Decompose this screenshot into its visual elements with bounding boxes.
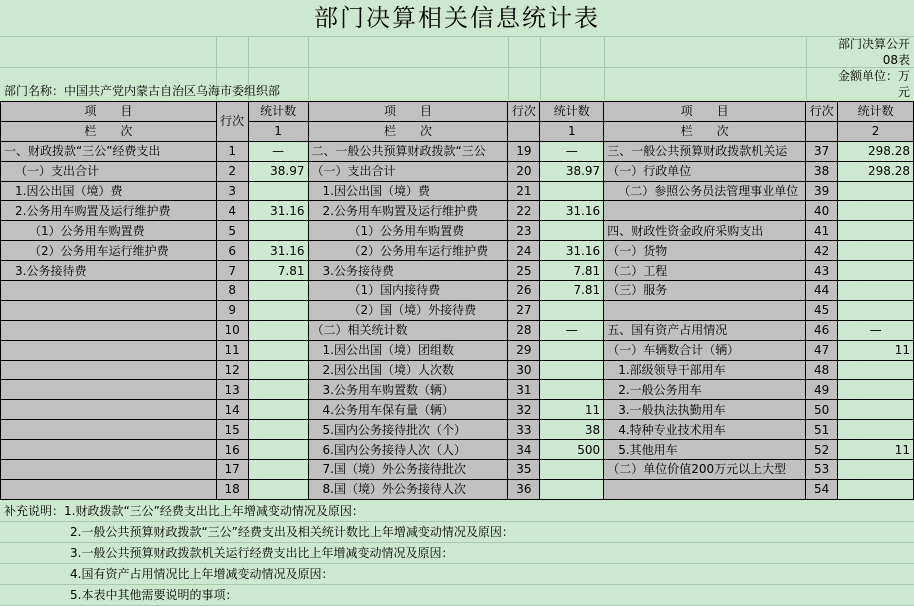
cell-item-b[interactable]: 7.国（境）外公务接待批次 <box>308 460 508 480</box>
col-num-b[interactable]: 1 <box>540 121 604 141</box>
cell-item-c[interactable]: （二）参照公务员法管理事业单位 <box>604 181 806 201</box>
cell-item-c[interactable]: 2.一般公务用车 <box>604 380 806 400</box>
table-row <box>1 201 914 221</box>
note-3[interactable]: 3.一般公共预算财政拨款机关运行经费支出比上年增减变动情况及原因： <box>0 543 914 564</box>
cell-item-b[interactable]: （1）国内接待费 <box>308 281 508 301</box>
cell-value-c[interactable]: 298.28 <box>838 161 914 181</box>
cell-seq-c[interactable]: 44 <box>806 281 838 301</box>
cell-item-a[interactable]: （1）公务用车购置费 <box>1 221 217 241</box>
cell-seq-a[interactable]: 16 <box>216 440 248 460</box>
cell-seq-a[interactable]: 4 <box>216 201 248 221</box>
cell-seq-a[interactable]: 13 <box>216 380 248 400</box>
cell-item-a[interactable] <box>1 440 217 460</box>
cell-value-c[interactable] <box>838 221 914 241</box>
header-stat-a[interactable]: 统计数 <box>248 102 308 122</box>
table-row <box>1 420 914 440</box>
note-1[interactable]: 补充说明：1.财政拨款“三公”经费支出比上年增减变动情况及原因： <box>0 501 914 522</box>
cell-value-c[interactable]: — <box>838 320 914 340</box>
cell-seq-a[interactable]: 12 <box>216 360 248 380</box>
cell-seq-a[interactable]: 17 <box>216 460 248 480</box>
cell-value-c[interactable]: 298.28 <box>838 141 914 161</box>
cell-value-b[interactable]: 500 <box>540 440 604 460</box>
cell-seq-a[interactable]: 5 <box>216 221 248 241</box>
cell-seq-b[interactable]: 21 <box>508 181 540 201</box>
cell-item-b[interactable]: 1.因公出国（境）团组数 <box>308 340 508 360</box>
cell-seq-c[interactable]: 46 <box>806 320 838 340</box>
header-item-c[interactable]: 项 目 <box>604 102 806 122</box>
cell-item-b[interactable]: 6.国内公务接待人次（人） <box>308 440 508 460</box>
cell-value-a[interactable] <box>248 380 308 400</box>
col-label-b[interactable]: 栏 次 <box>308 121 508 141</box>
cell-seq-c[interactable]: 45 <box>806 300 838 320</box>
cell-item-c[interactable]: （一）车辆数合计（辆） <box>604 340 806 360</box>
cell-value-c[interactable] <box>838 400 914 420</box>
col-seq-b[interactable] <box>508 121 540 141</box>
cell-value-a[interactable] <box>248 460 308 480</box>
cell-item-a[interactable]: 2.公务用车购置及运行维护费 <box>1 201 217 221</box>
col-num-c[interactable]: 2 <box>838 121 914 141</box>
cell-value-c[interactable] <box>838 201 914 221</box>
cell-value-a[interactable]: 38.97 <box>248 161 308 181</box>
table-row <box>1 241 914 261</box>
cell-value-b[interactable]: 11 <box>540 400 604 420</box>
table-row <box>1 181 914 201</box>
cell-seq-c[interactable]: 38 <box>806 161 838 181</box>
cell-seq-b[interactable]: 28 <box>508 320 540 340</box>
notes <box>0 501 914 606</box>
cell-item-b[interactable]: （2）国（境）外接待费 <box>308 300 508 320</box>
cell-value-c[interactable]: 11 <box>838 440 914 460</box>
cell-item-c[interactable]: 3.一般执法执勤用车 <box>604 400 806 420</box>
cell-value-a[interactable] <box>248 181 308 201</box>
cell-item-c[interactable]: 1.部级领导干部用车 <box>604 360 806 380</box>
cell-item-b[interactable]: （二）相关统计数 <box>308 320 508 340</box>
header-seq-c[interactable]: 行次 <box>806 102 838 122</box>
col-label-a[interactable]: 栏 次 <box>1 121 217 141</box>
cell-value-c[interactable] <box>838 181 914 201</box>
table-row <box>1 380 914 400</box>
cell-seq-b[interactable]: 25 <box>508 261 540 281</box>
cell-seq-a[interactable]: 3 <box>216 181 248 201</box>
cell-seq-c[interactable]: 39 <box>806 181 838 201</box>
cell-value-a[interactable] <box>248 221 308 241</box>
cell-seq-b[interactable]: 32 <box>508 400 540 420</box>
cell-value-b[interactable] <box>540 340 604 360</box>
cell-seq-c[interactable]: 50 <box>806 400 838 420</box>
cell-seq-a[interactable]: 11 <box>216 340 248 360</box>
cell-value-a[interactable] <box>248 479 308 499</box>
cell-item-b[interactable]: 2.因公出国（境）人次数 <box>308 360 508 380</box>
cell-value-c[interactable] <box>838 380 914 400</box>
cell-seq-c[interactable]: 40 <box>806 201 838 221</box>
cell-value-b[interactable]: 7.81 <box>540 261 604 281</box>
cell-item-b[interactable]: 5.国内公务接待批次（个） <box>308 420 508 440</box>
cell-value-c[interactable] <box>838 360 914 380</box>
form-code: 部门决算公开08表 <box>837 37 910 67</box>
cell-seq-b[interactable]: 30 <box>508 360 540 380</box>
cell-seq-b[interactable]: 34 <box>508 440 540 460</box>
cell-seq-b[interactable]: 27 <box>508 300 540 320</box>
cell-seq-a[interactable]: 2 <box>216 161 248 181</box>
cell-value-a[interactable] <box>248 360 308 380</box>
cell-item-c[interactable]: 4.特种专业技术用车 <box>604 420 806 440</box>
cell-seq-b[interactable]: 36 <box>508 479 540 499</box>
cell-value-b[interactable] <box>540 300 604 320</box>
cell-item-c[interactable] <box>604 300 806 320</box>
cell-value-a[interactable] <box>248 320 308 340</box>
cell-value-a[interactable]: 7.81 <box>248 261 308 281</box>
cell-value-b[interactable] <box>540 380 604 400</box>
cell-item-a[interactable] <box>1 320 217 340</box>
cell-seq-b[interactable]: 23 <box>508 221 540 241</box>
cell-seq-a[interactable]: 1 <box>216 141 248 161</box>
cell-item-a[interactable] <box>1 360 217 380</box>
cell-seq-c[interactable]: 51 <box>806 420 838 440</box>
cell-value-c[interactable] <box>838 479 914 499</box>
cell-item-a[interactable]: （一）支出合计 <box>1 161 217 181</box>
cell-item-a[interactable] <box>1 460 217 480</box>
header-item-a[interactable]: 项 目 <box>1 102 217 122</box>
cell-item-a[interactable] <box>1 400 217 420</box>
cell-value-a[interactable] <box>248 281 308 301</box>
cell-seq-b[interactable]: 24 <box>508 241 540 261</box>
table-row <box>1 440 914 460</box>
cell-value-b[interactable] <box>540 360 604 380</box>
cell-value-a[interactable]: 31.16 <box>248 201 308 221</box>
cell-item-c[interactable]: 五、国有资产占用情况 <box>604 320 806 340</box>
cell-value-c[interactable]: 11 <box>838 340 914 360</box>
cell-seq-c[interactable]: 47 <box>806 340 838 360</box>
cell-seq-c[interactable]: 54 <box>806 479 838 499</box>
cell-seq-b[interactable]: 29 <box>508 340 540 360</box>
cell-seq-a[interactable]: 6 <box>216 241 248 261</box>
cell-item-a[interactable] <box>1 420 217 440</box>
col-label-c[interactable]: 栏 次 <box>604 121 806 141</box>
note-2[interactable]: 2.一般公共预算财政拨款“三公”经费支出及相关统计数比上年增减变动情况及原因： <box>0 522 914 543</box>
cell-value-b[interactable] <box>540 181 604 201</box>
cell-value-b[interactable] <box>540 460 604 480</box>
cell-value-a[interactable] <box>248 420 308 440</box>
cell-item-a[interactable]: 一、财政拨款“三公”经费支出 <box>1 141 217 161</box>
table-row <box>1 340 914 360</box>
cell-item-b[interactable]: （2）公务用车运行维护费 <box>308 241 508 261</box>
cell-item-b[interactable]: 8.国（境）外公务接待人次 <box>308 479 508 499</box>
cell-seq-c[interactable]: 48 <box>806 360 838 380</box>
cell-item-c[interactable]: 四、财政性资金政府采购支出 <box>604 221 806 241</box>
cell-item-a[interactable] <box>1 479 217 499</box>
cell-value-a[interactable]: 31.16 <box>248 241 308 261</box>
cell-item-c[interactable] <box>604 201 806 221</box>
table-row <box>1 460 914 480</box>
cell-item-a[interactable] <box>1 340 217 360</box>
cell-item-b[interactable]: 3.公务用车购置数（辆） <box>308 380 508 400</box>
cell-seq-c[interactable]: 37 <box>806 141 838 161</box>
header-stat-b[interactable]: 统计数 <box>540 102 604 122</box>
cell-item-b[interactable]: 二、一般公共预算财政拨款“三公 <box>308 141 508 161</box>
cell-seq-b[interactable]: 22 <box>508 201 540 221</box>
cell-value-a[interactable]: — <box>248 141 308 161</box>
cell-item-c[interactable]: 三、一般公共预算财政拨款机关运 <box>604 141 806 161</box>
cell-item-c[interactable]: （一）货物 <box>604 241 806 261</box>
cell-value-b[interactable] <box>540 221 604 241</box>
department-name: 部门名称：中国共产党内蒙古自治区乌海市委组织部 <box>4 84 281 98</box>
cell-seq-b[interactable]: 35 <box>508 460 540 480</box>
cell-seq-c[interactable]: 42 <box>806 241 838 261</box>
cell-item-c[interactable]: （二）单位价值200万元以上大型 <box>604 460 806 480</box>
cell-value-a[interactable] <box>248 440 308 460</box>
cell-item-c[interactable] <box>604 479 806 499</box>
cell-seq-b[interactable]: 33 <box>508 420 540 440</box>
cell-value-a[interactable] <box>248 400 308 420</box>
cell-item-c[interactable]: 5.其他用车 <box>604 440 806 460</box>
cell-value-b[interactable]: 7.81 <box>540 281 604 301</box>
cell-seq-c[interactable]: 52 <box>806 440 838 460</box>
cell-item-a[interactable]: 3.公务接待费 <box>1 261 217 281</box>
cell-item-b[interactable]: 1.因公出国（境）费 <box>308 181 508 201</box>
cell-seq-a[interactable]: 15 <box>216 420 248 440</box>
cell-value-b[interactable] <box>540 479 604 499</box>
page-title: 部门决算相关信息统计表 <box>314 4 600 32</box>
cell-item-a[interactable]: （2）公务用车运行维护费 <box>1 241 217 261</box>
header-seq-a[interactable]: 行次 <box>216 102 248 142</box>
header-seq-b[interactable]: 行次 <box>508 102 540 122</box>
col-num-a[interactable]: 1 <box>248 121 308 141</box>
cell-item-a[interactable] <box>1 380 217 400</box>
cell-value-a[interactable] <box>248 340 308 360</box>
cell-value-a[interactable] <box>248 300 308 320</box>
cell-value-c[interactable] <box>838 261 914 281</box>
cell-seq-c[interactable]: 49 <box>806 380 838 400</box>
cell-value-b[interactable]: 31.16 <box>540 241 604 261</box>
cell-value-b[interactable]: — <box>540 320 604 340</box>
table-row <box>1 161 914 181</box>
table-row <box>1 221 914 241</box>
cell-seq-c[interactable]: 41 <box>806 221 838 241</box>
amount-unit: 金额单位：万元 <box>837 69 910 99</box>
header-item-b[interactable]: 项 目 <box>308 102 508 122</box>
cell-item-c[interactable]: （一）行政单位 <box>604 161 806 181</box>
cell-item-b[interactable]: 3.公务接待费 <box>308 261 508 281</box>
table-row <box>1 281 914 301</box>
cell-seq-a[interactable]: 14 <box>216 400 248 420</box>
cell-item-a[interactable] <box>1 281 217 301</box>
col-seq-c[interactable] <box>806 121 838 141</box>
cell-item-c[interactable]: （二）工程 <box>604 261 806 281</box>
cell-value-c[interactable] <box>838 460 914 480</box>
table-row <box>1 320 914 340</box>
table-row <box>1 479 914 499</box>
cell-item-a[interactable] <box>1 300 217 320</box>
cell-value-b[interactable]: 31.16 <box>540 201 604 221</box>
cell-value-b[interactable]: — <box>540 141 604 161</box>
cell-seq-c[interactable]: 53 <box>806 460 838 480</box>
table-row <box>1 400 914 420</box>
cell-item-b[interactable]: （1）公务用车购置费 <box>308 221 508 241</box>
cell-seq-a[interactable]: 8 <box>216 281 248 301</box>
cell-seq-b[interactable]: 31 <box>508 380 540 400</box>
table-row <box>1 360 914 380</box>
cell-item-b[interactable]: 2.公务用车购置及运行维护费 <box>308 201 508 221</box>
cell-value-c[interactable] <box>838 241 914 261</box>
cell-item-b[interactable]: （一）支出合计 <box>308 161 508 181</box>
cell-seq-a[interactable]: 7 <box>216 261 248 281</box>
cell-seq-b[interactable]: 20 <box>508 161 540 181</box>
note-5[interactable]: 5.本表中其他需要说明的事项： <box>0 585 914 606</box>
cell-item-b[interactable]: 4.公务用车保有量（辆） <box>308 400 508 420</box>
cell-value-c[interactable] <box>838 281 914 301</box>
form-code-and-unit <box>830 36 910 100</box>
cell-seq-a[interactable]: 10 <box>216 320 248 340</box>
cell-seq-b[interactable]: 26 <box>508 281 540 301</box>
table-row <box>1 261 914 281</box>
cell-value-c[interactable] <box>838 420 914 440</box>
statistics-table <box>0 101 914 500</box>
cell-seq-a[interactable]: 18 <box>216 479 248 499</box>
cell-value-b[interactable]: 38.97 <box>540 161 604 181</box>
cell-seq-b[interactable]: 19 <box>508 141 540 161</box>
cell-seq-c[interactable]: 43 <box>806 261 838 281</box>
cell-item-c[interactable]: （三）服务 <box>604 281 806 301</box>
cell-item-a[interactable]: 1.因公出国（境）费 <box>1 181 217 201</box>
header-stat-c[interactable]: 统计数 <box>838 102 914 122</box>
cell-value-c[interactable] <box>838 300 914 320</box>
cell-seq-a[interactable]: 9 <box>216 300 248 320</box>
note-4[interactable]: 4.国有资产占用情况比上年增减变动情况及原因： <box>0 564 914 585</box>
cell-value-b[interactable]: 38 <box>540 420 604 440</box>
table-row <box>1 141 914 161</box>
table-row <box>1 300 914 320</box>
